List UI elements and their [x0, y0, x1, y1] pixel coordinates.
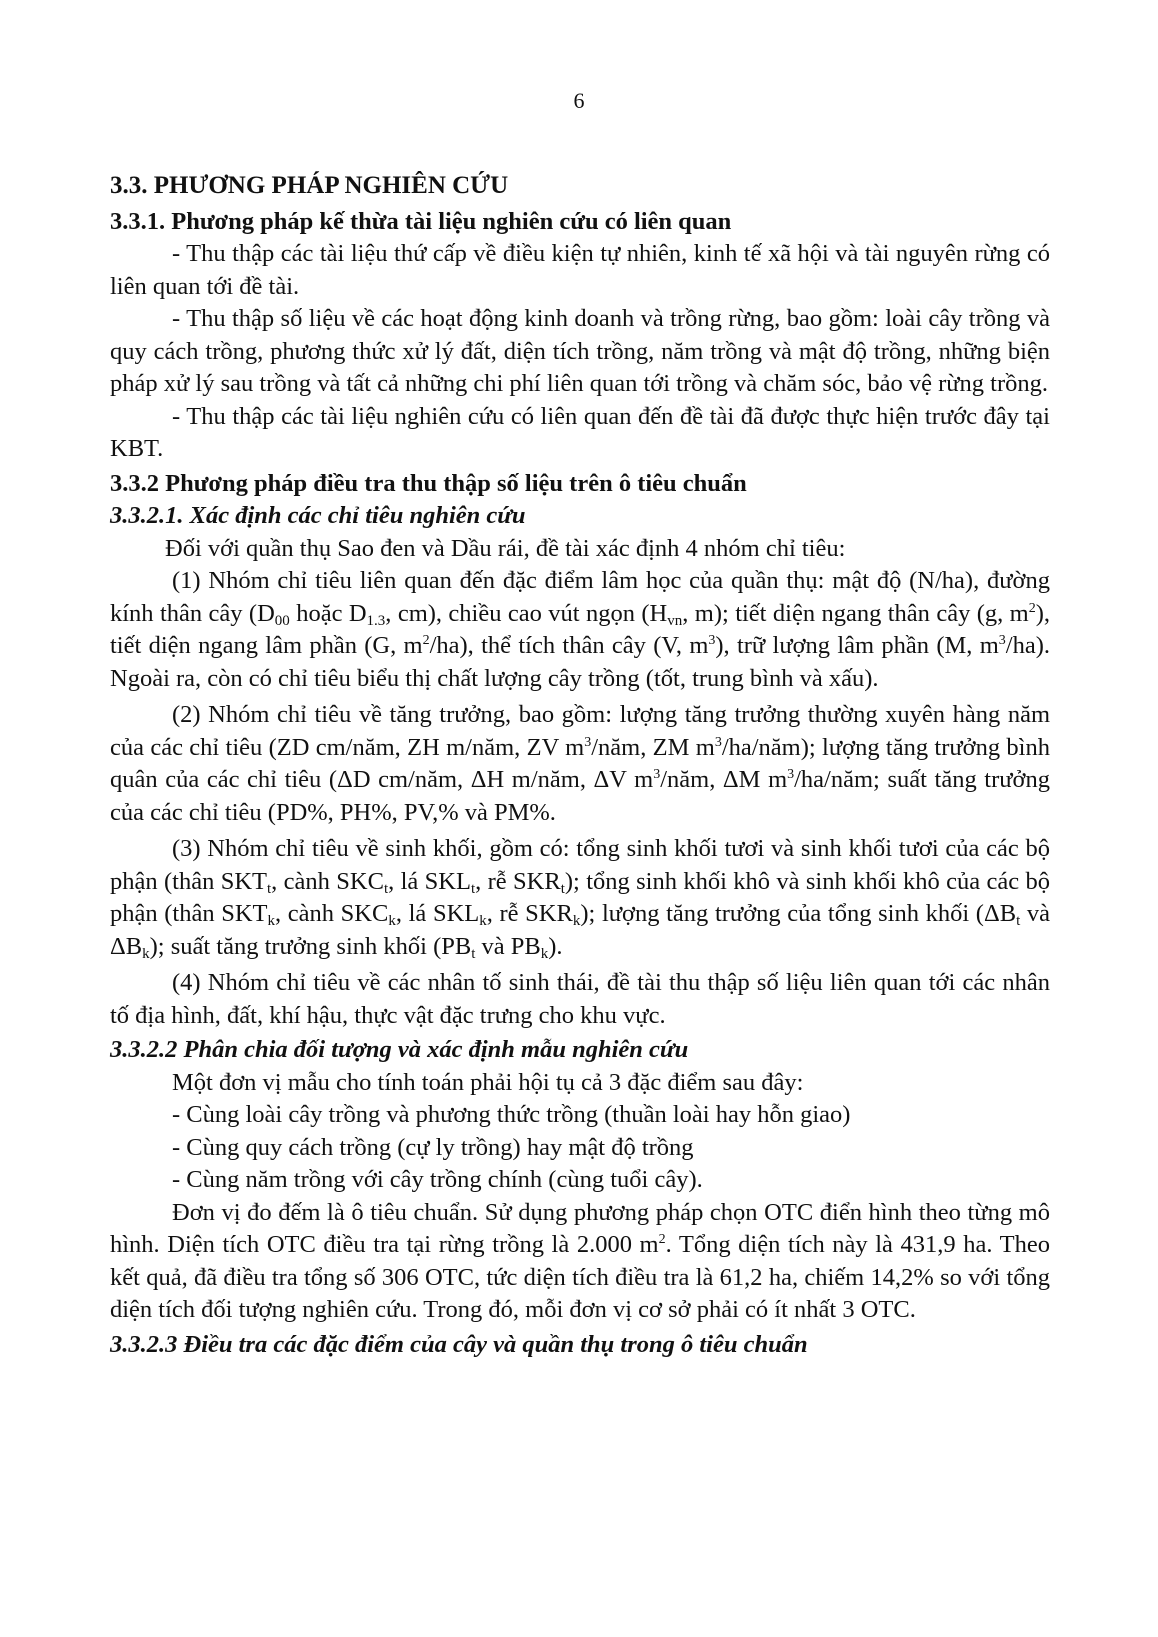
list-item: - Cùng loài cây trồng và phương thức trồng (thuần loài hay hỗn giao) — [172, 1101, 851, 1128]
list-item: - Cùng năm trồng với cây trồng chính (cùng tuổi cây). — [172, 1166, 703, 1193]
subsection-heading-3-3-2: 3.3.2 Phương pháp điều tra thu thập số liệu trên ô tiêu chuẩn — [110, 469, 747, 497]
document-body — [110, 170, 1050, 1361]
paragraph-group-1: (1) Nhóm chỉ tiêu liên quan đến đặc điểm lâm học của quần thụ: mật độ (N/ha), đường kính thân cây ($D_{00}$ hoặc $D_{1.3}$, cm), chiều cao vút ngọn ($H_{vn}$, m); tiết diện ngang thân cây (g, $m^2$), tiết diện ngang lâm phần (G, $m^2/ha$), thể tích thân cây (V, $m^3$), trữ lượng lâm phần (M, $m^3/ha$). Ngoài ra, còn có chỉ tiêu biểu thị chất lượng cây trồng (tốt, trung bình và xấu). — [110, 567, 1050, 692]
paragraph-intro: Đối với quần thụ Sao đen và Dầu rái, đề tài xác định 4 nhóm chỉ tiêu: — [165, 534, 846, 562]
subsection-heading-3-3-2-1: 3.3.2.1. Xác định các chỉ tiêu nghiên cứu — [110, 502, 526, 529]
paragraph: - Thu thập các tài liệu thứ cấp về điều kiện tự nhiên, kinh tế xã hội và tài nguyên rừng có liên quan tới đề tài. — [110, 240, 1050, 300]
subsection-heading-3-3-2-3: 3.3.2.3 Điều tra các đặc điểm của cây và quần thụ trong ô tiêu chuẩn — [110, 1330, 808, 1358]
paragraph: - Thu thập số liệu về các hoạt động kinh doanh và trồng rừng, bao gồm: loài cây trồng và quy cách trồng, phương thức xử lý đất, diện tích trồng, năm trồng và mật độ trồng, những biện pháp xử lý sau trồng và tất cả những chi phí liên quan tới trồng và chăm sóc, bảo vệ rừng trồng. — [110, 305, 1050, 397]
section-heading-3-3: 3.3. PHƯƠNG PHÁP NGHIÊN CỨU — [110, 172, 509, 199]
paragraph-group-2: (2) Nhóm chỉ tiêu về tăng trưởng, bao gồm: lượng tăng trưởng thường xuyên hàng năm của các chỉ tiêu (ZD cm/năm, ZH m/năm, ZV $m^3$/năm, ZM $m^3/ha/năm$); lượng tăng trưởng bình quân của các chỉ tiêu (ΔD cm/năm, ΔH m/năm, ΔV $m^3$/năm, ΔM $m^3/ha$/năm; suất tăng trưởng của các chỉ tiêu (PD%, PH%, PV,% và PM%. — [110, 701, 1050, 826]
paragraph-group-3: (3) Nhóm chỉ tiêu về sinh khối, gồm có: tổng sinh khối tươi và sinh khối tươi của các bộ phận (thân $SKT_t$, cành $SKC_t$, lá $SKL_t$, rễ $SKR_t$); tổng sinh khối khô và sinh khối khô của các bộ phận (thân $SKT_k$, cành $SKC_k$, lá $SKL_k$, rễ $SKR_k$); lượng tăng trưởng của tổng sinh khối ($\Delta B_t$ và $\Delta B_k$); suất tăng trưởng sinh khối ($PB_t$ và $PB_k$). — [110, 835, 1051, 962]
paragraph-intro: Một đơn vị mẫu cho tính toán phải hội tụ cả 3 đặc điểm sau đây: — [172, 1068, 804, 1096]
paragraph-sampling: Đơn vị đo đếm là ô tiêu chuẩn. Sử dụng phương pháp chọn OTC điển hình theo từng mô hình. Diện tích OTC điều tra tại rừng trồng là 2.000 $m^2$. Tổng diện tích này là 431,9 ha. Theo kết quả, đã điều tra tổng số 306 OTC, tức diện tích điều tra là 61,2 ha, chiếm 14,2% so với tổng diện tích đối tượng nghiên cứu. Trong đó, mỗi đơn vị cơ sở phải có ít nhất 3 OTC. — [110, 1198, 1050, 1323]
page-number: 6 — [573, 88, 585, 113]
paragraph: - Thu thập các tài liệu nghiên cứu có liên quan đến đề tài đã được thực hiện trước đây tại KBT. — [110, 402, 1050, 462]
subsection-heading-3-3-2-2: 3.3.2.2 Phân chia đối tượng và xác định mẫu nghiên cứu — [110, 1036, 689, 1063]
subsection-heading-3-3-1: 3.3.1. Phương pháp kế thừa tài liệu nghiên cứu có liên quan — [110, 207, 732, 235]
list-item: - Cùng quy cách trồng (cự ly trồng) hay mật độ trồng — [172, 1133, 694, 1161]
paragraph-group-4: (4) Nhóm chỉ tiêu về các nhân tố sinh thái, đề tài thu thập số liệu liên quan tới các nhân tố địa hình, đất, khí hậu, thực vật đặc trưng cho khu vực. — [110, 969, 1050, 1029]
